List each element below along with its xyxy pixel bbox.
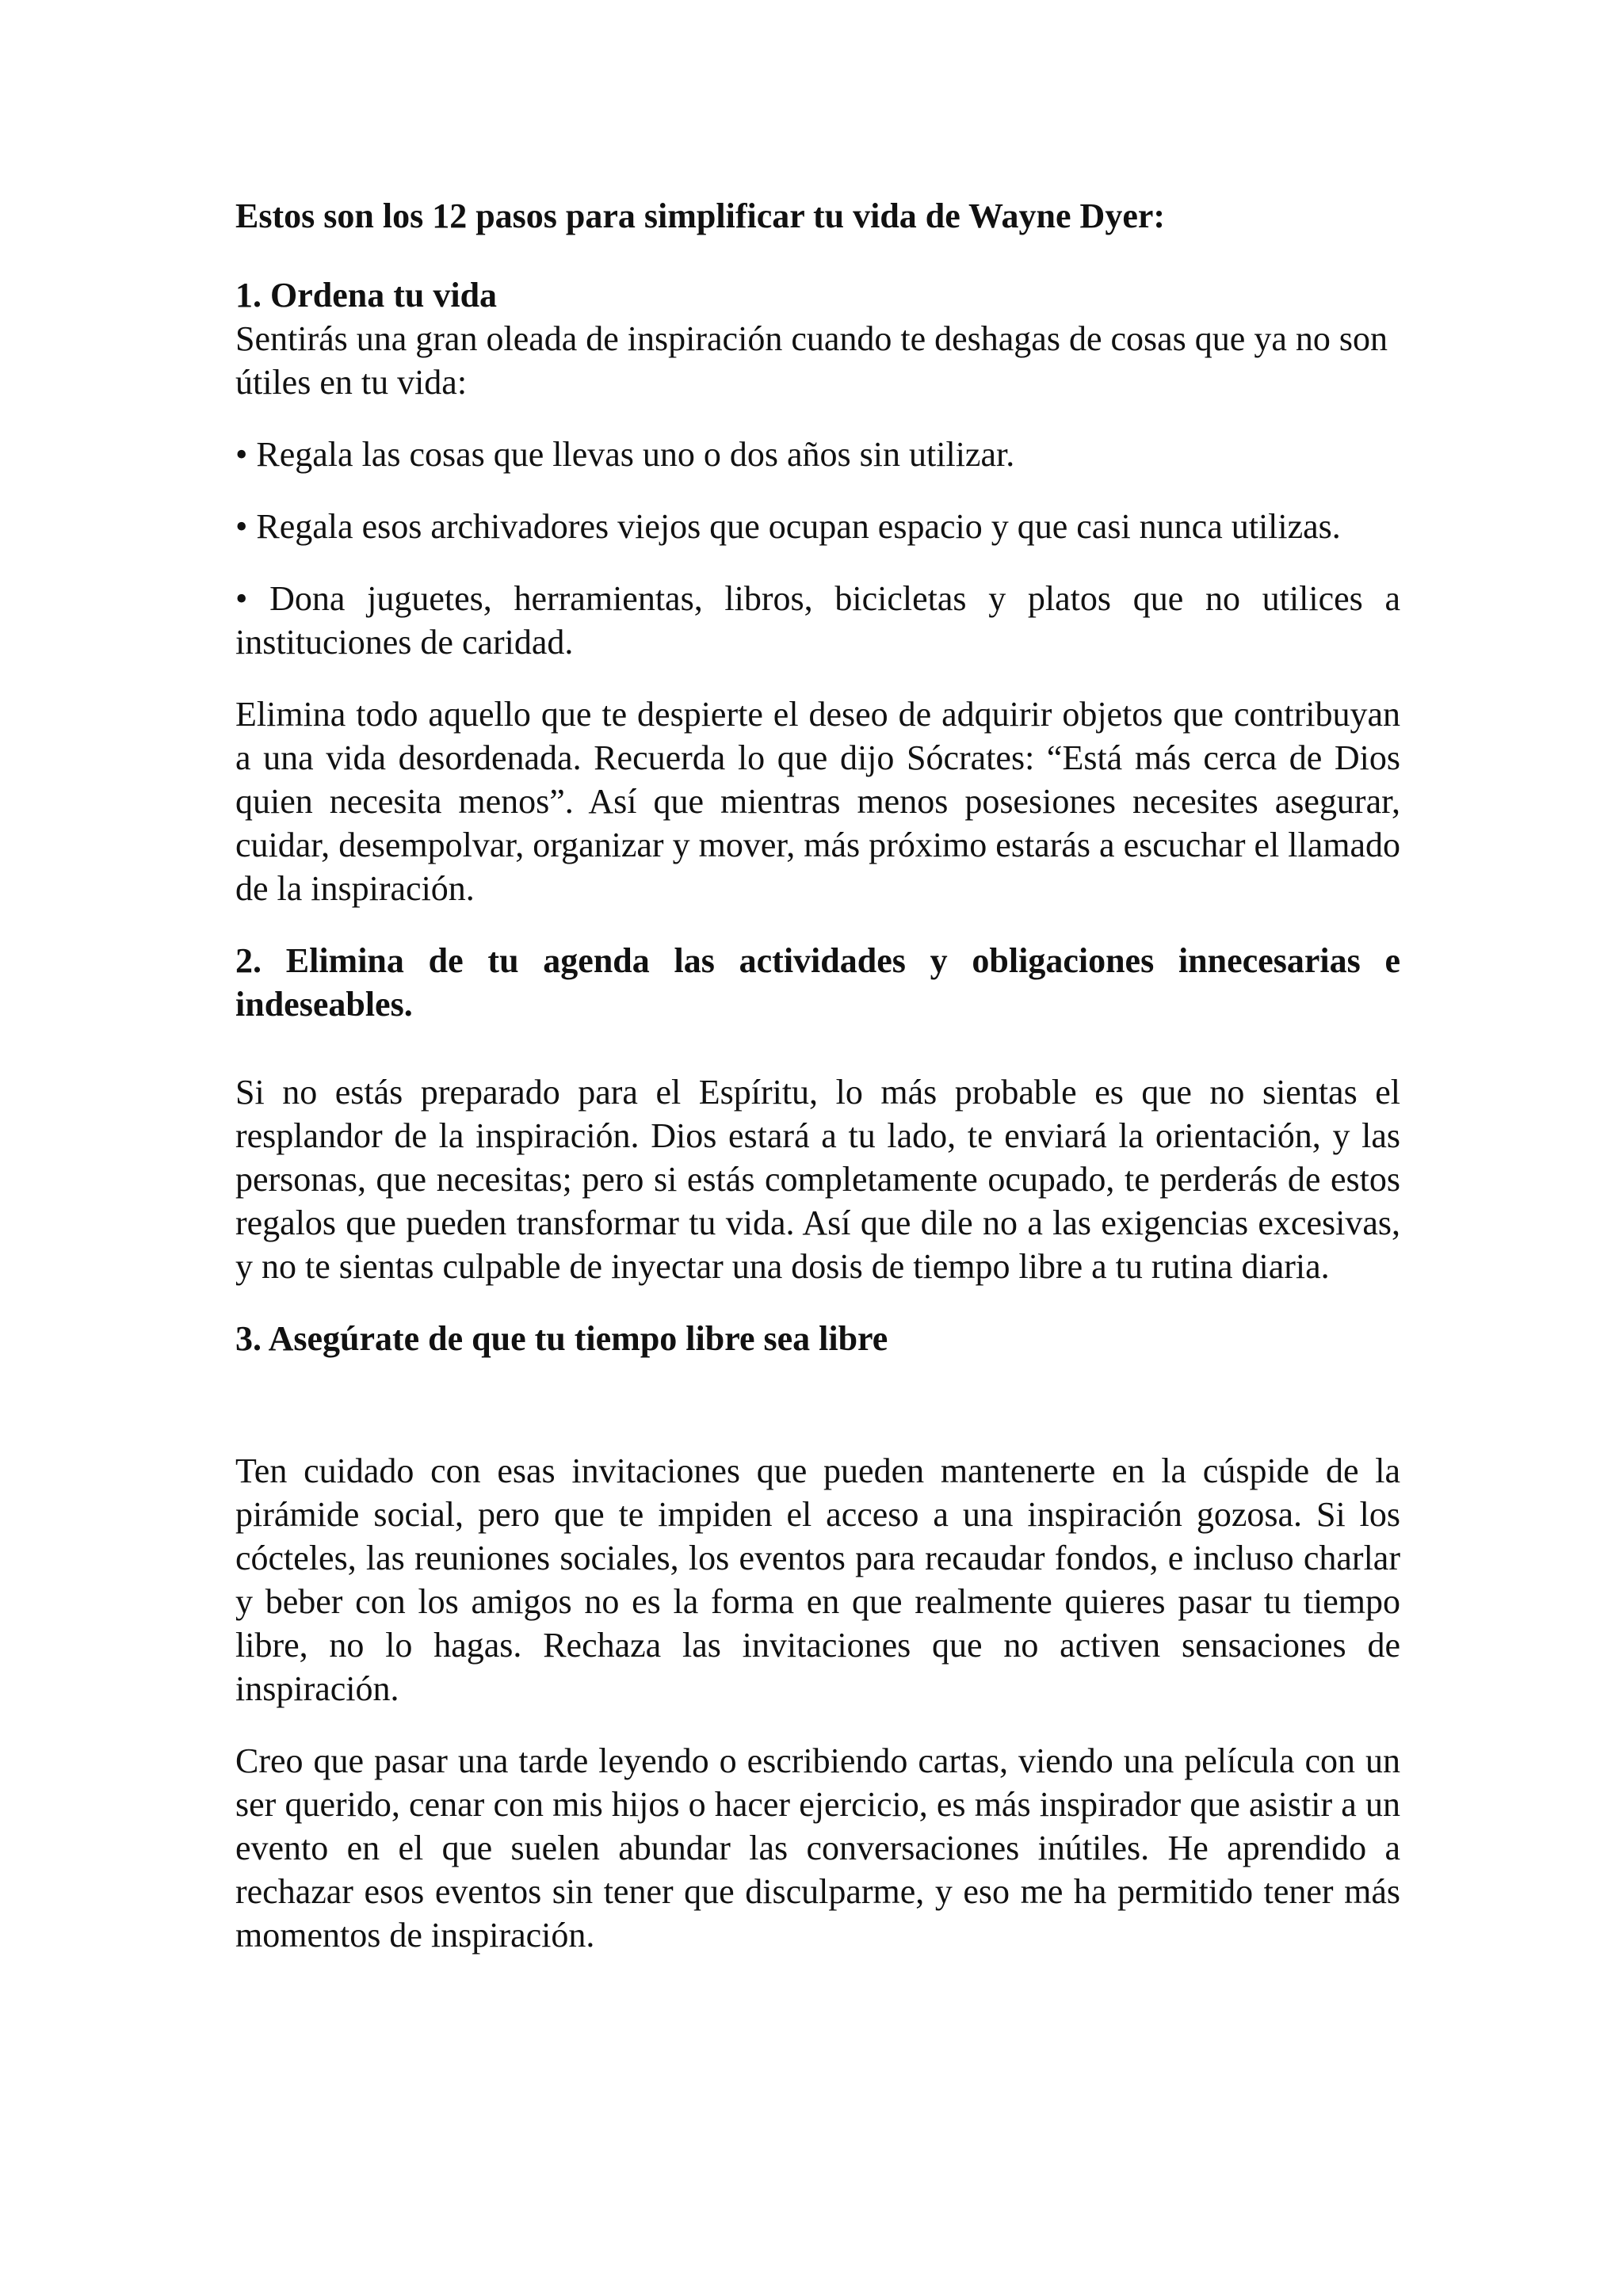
section-tiempo-libre [235,1317,1400,1957]
body-paragraph: Creo que pasar una tarde leyendo o escribiendo cartas, viendo una película con un ser querido, cenar con mis hijos o hacer ejercicio, es más inspirador que asistir a un evento en el que suelen abundar las conversaciones inútiles. He aprendido a rechazar esos eventos sin tener que disculparme, y eso me ha permitido tener más momentos de inspiración. [235,1741,1400,1955]
document-body [235,194,1400,1985]
body-paragraph: Elimina todo aquello que te despierte el deseo de adquirir objetos que contribuyan a una vida desordenada. Recuerda lo que dijo Sócrates: “Está más cerca de Dios quien necesita menos”. Así que mientras menos posesiones necesites asegurar, cuidar, desempolvar, organizar y mover, más próximo estarás a escuchar el llamado de la inspiración. [235,695,1400,908]
section-elimina-agenda [235,939,1400,1288]
section-heading-2: 2. Elimina de tu agenda las actividades y obligaciones innecesarias e indeseables. [235,941,1400,1024]
bullet-item: • Regala las cosas que llevas uno o dos años sin utilizar. [235,435,1015,474]
bullet-item: • Dona juguetes, herramientas, libros, bicicletas y platos que no utilices a instituciones de caridad. [235,579,1400,662]
section-ordena-tu-vida [235,273,1400,910]
body-paragraph: Si no estás preparado para el Espíritu, lo más probable es que no sientas el resplandor de la inspiración. Dios estará a tu lado, te enviará la orientación, y las personas, que necesitas; pero si estás completamente ocupado, te perderás de estos regalos que pueden transformar tu vida. Así que dile no a las exigencias excesivas, y no te sientas culpable de inyectar una dosis de tiempo libre a tu rutina diaria. [235,1073,1400,1286]
section-heading-3: 3. Asegúrate de que tu tiempo libre sea libre [235,1319,888,1358]
body-paragraph: Ten cuidado con esas invitaciones que pueden mantenerte en la cúspide de la pirámide social, pero que te impiden el acceso a una inspiración gozosa. Si los cócteles, las reuniones sociales, los eventos para recaudar fondos, e incluso charlar y beber con los amigos no es la forma en que realmente quieres pasar tu tiempo libre, no lo hagas. Rechaza las invitaciones que no activen sensaciones de inspiración. [235,1451,1400,1708]
document-title: Estos son los 12 pasos para simplificar tu vida de Wayne Dyer: [235,196,1166,235]
section-1-intro: Sentirás una gran oleada de inspiración cuando te deshagas de cosas que ya no son útiles en tu vida: [235,319,1388,402]
section-heading-1: 1. Ordena tu vida [235,276,498,315]
bullet-item: • Regala esos archivadores viejos que ocupan espacio y que casi nunca utilizas. [235,507,1341,546]
